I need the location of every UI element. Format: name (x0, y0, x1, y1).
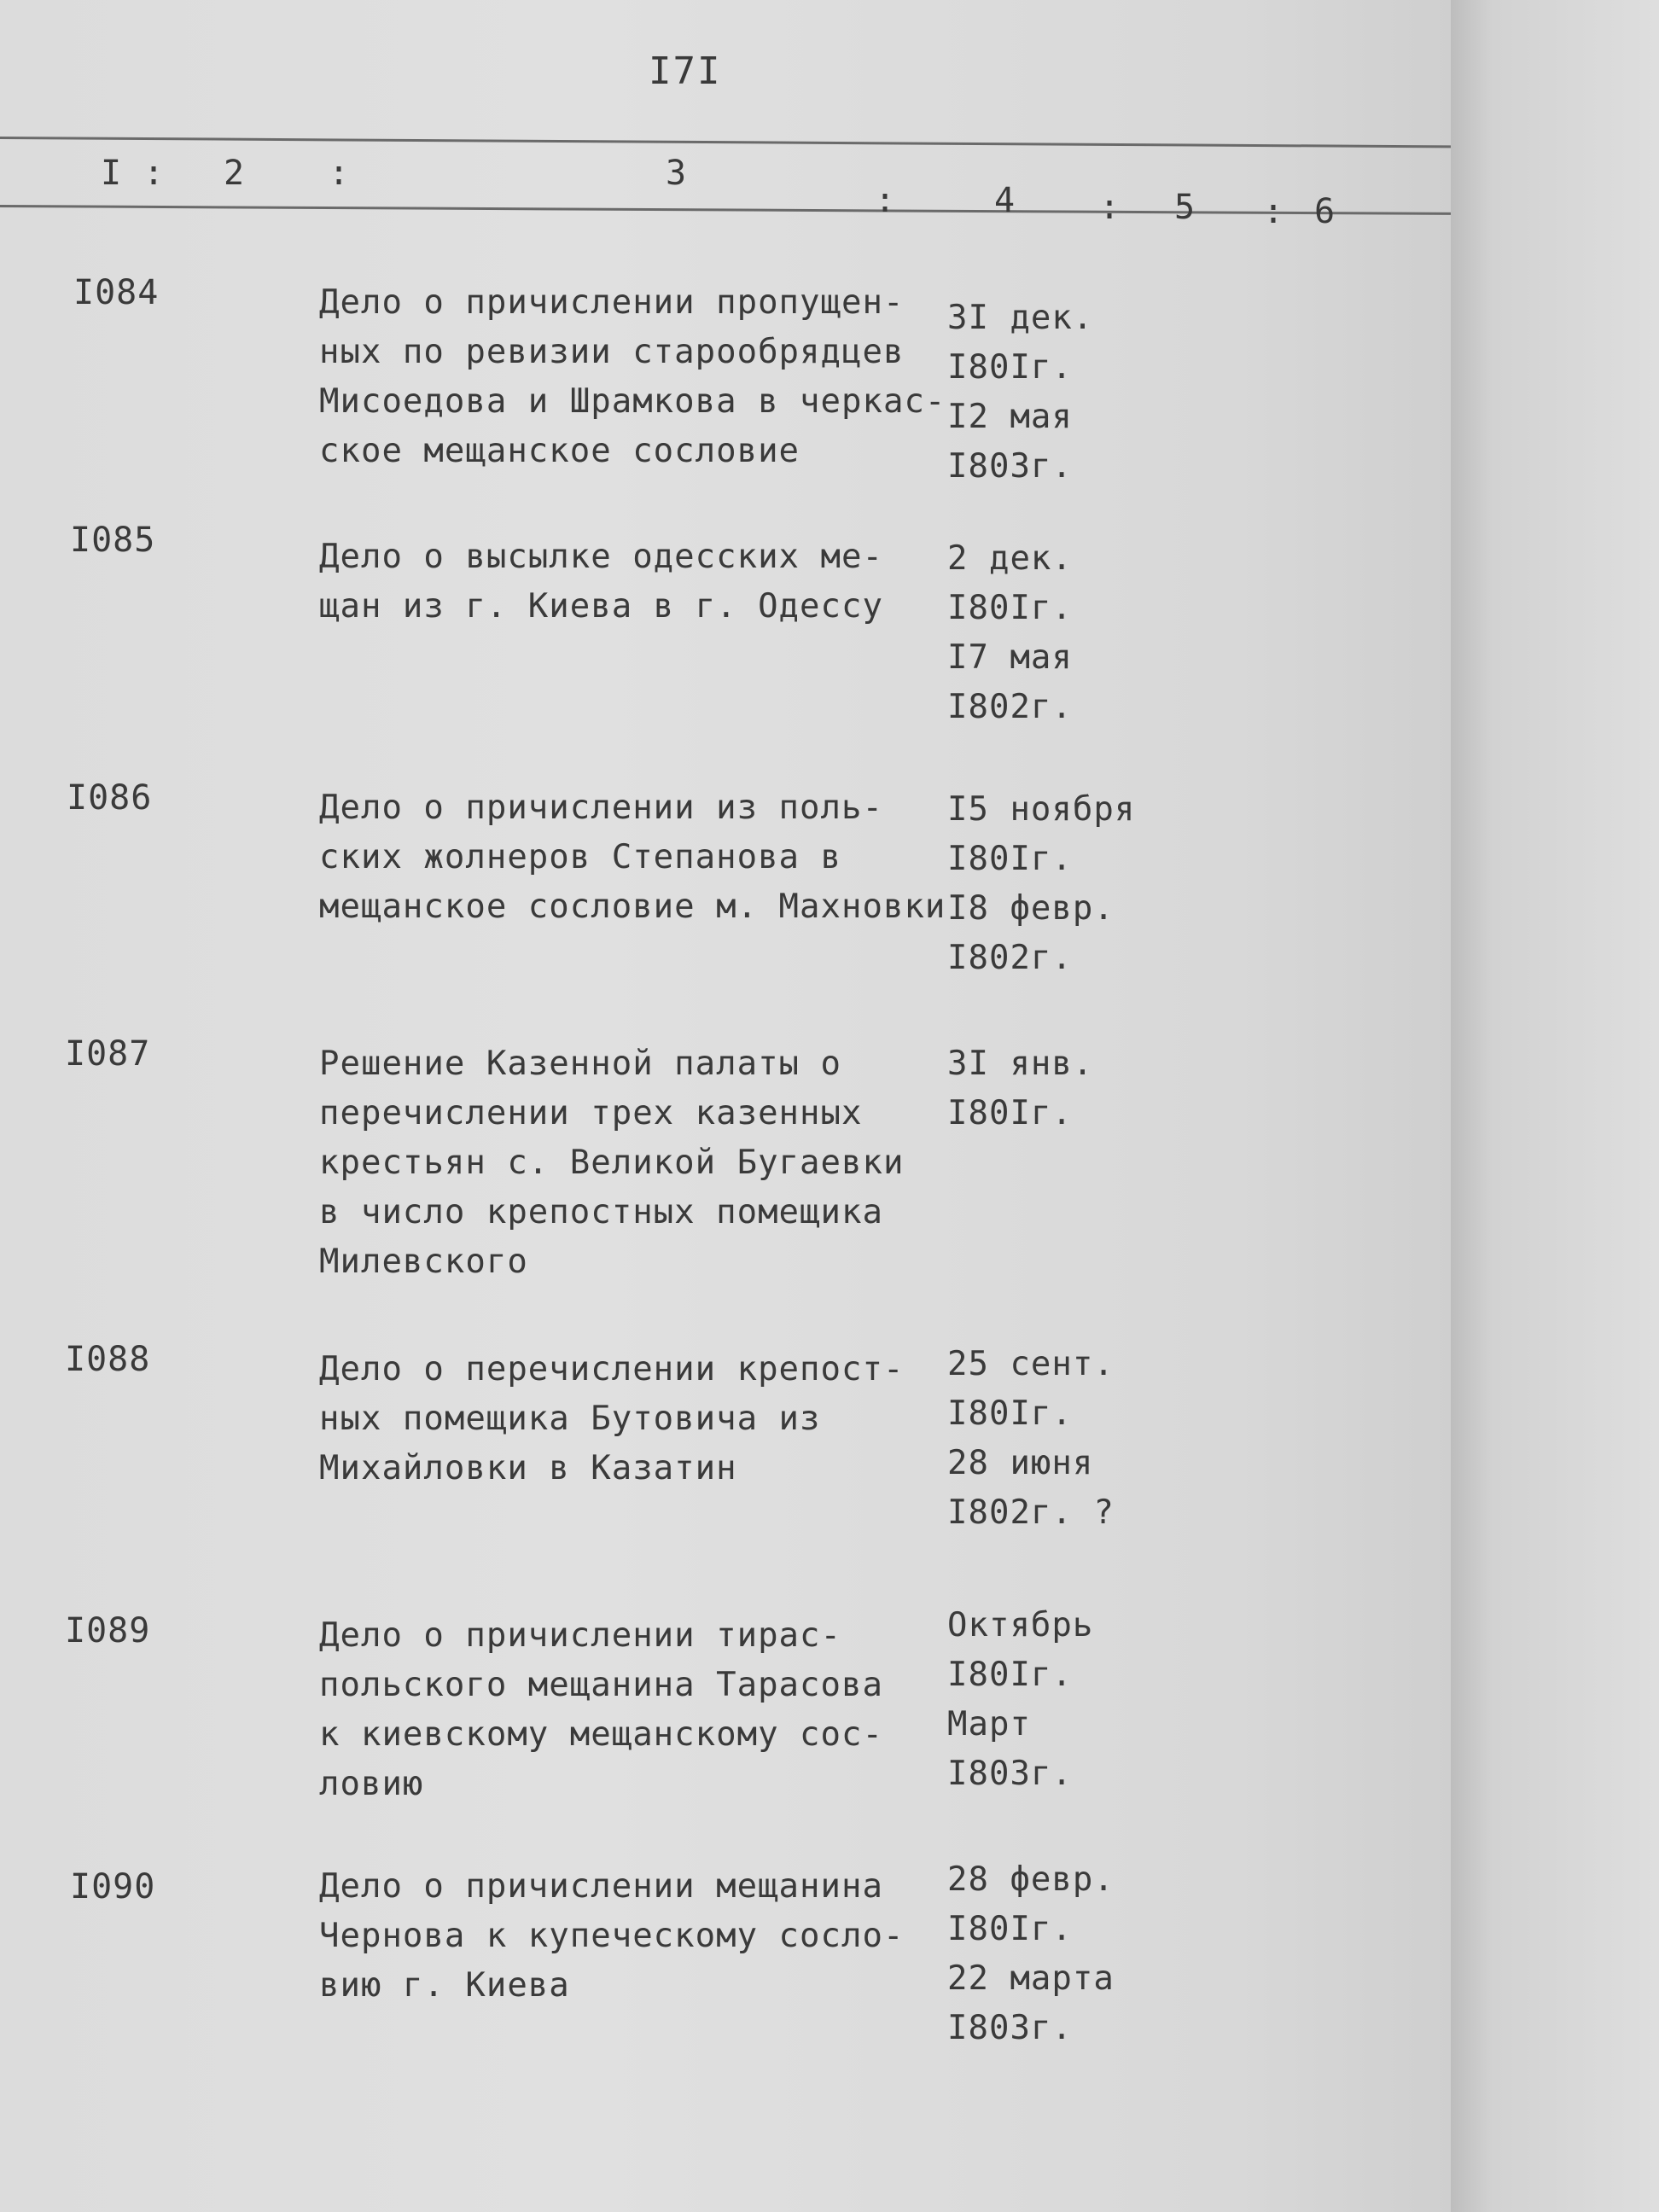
column-separator: : (1099, 188, 1121, 227)
column-header-6: 6 (1314, 192, 1336, 231)
entry-description: Дело о причислении из поль- ских жолнеров Степанова в мещанское сословие м. Махновки (319, 789, 946, 926)
entry-number: I089 (65, 1611, 151, 1650)
entry-description: Дело о причислении мещанина Чернова к купеческому сосло- вию г. Киева (319, 1867, 905, 2005)
entry-number: I090 (70, 1867, 156, 1906)
column-separator: : (329, 154, 350, 193)
entry-dates: 25 сент. I80Iг. 28 июня I802г. ? (947, 1345, 1115, 1532)
entry-description: Дело о перечислении крепост- ных помещика Бутовича из Михайловки в Казатин (319, 1350, 905, 1487)
column-header-2: 2 (224, 154, 245, 193)
entry-number: I085 (70, 521, 156, 560)
entry-number: I086 (67, 778, 153, 818)
entry-number: I087 (65, 1034, 151, 1074)
column-header-1: I (101, 154, 122, 193)
page-edge-shadow (1451, 0, 1659, 2212)
entry-number: I084 (73, 273, 160, 312)
entry-dates: 3I дек. I80Iг. I2 мая I803г. (947, 299, 1094, 486)
entry-dates: 2 дек. I80Iг. I7 мая I802г. (947, 539, 1073, 726)
entry-description: Дело о высылке одесских ме- щан из г. Киева в г. Одессу (319, 538, 883, 626)
column-header-4: 4 (994, 181, 1016, 220)
entry-dates: 3I янв. I80Iг. (947, 1045, 1094, 1132)
entry-description: Дело о причислении пропущен- ных по ревизии старообрядцев Мисоедова и Шрамкова в черкас- ское мещанское сословие (319, 283, 946, 470)
entry-description: Решение Казенной палаты о перечислении трех казенных крестьян с. Великой Бугаевки в число крепостных помещика Милевского (319, 1045, 905, 1281)
entry-dates: Октябрь I80Iг. Март I803г. (947, 1606, 1094, 1793)
column-separator: : (1263, 192, 1284, 231)
column-header-3: 3 (666, 154, 687, 193)
entry-dates: 28 февр. I80Iг. 22 марта I803г. (947, 1860, 1115, 2047)
page-number: I7I (649, 49, 722, 93)
entry-description: Дело о причислении тирас- польского мещанина Тарасова к киевскому мещанскому сос- ловию (319, 1616, 883, 1803)
entry-number: I088 (65, 1340, 151, 1379)
column-separator: : (875, 181, 896, 220)
column-separator: : (143, 154, 165, 193)
column-header-5: 5 (1174, 188, 1196, 227)
entry-dates: I5 ноября I80Iг. I8 февр. I802г. (947, 790, 1136, 977)
